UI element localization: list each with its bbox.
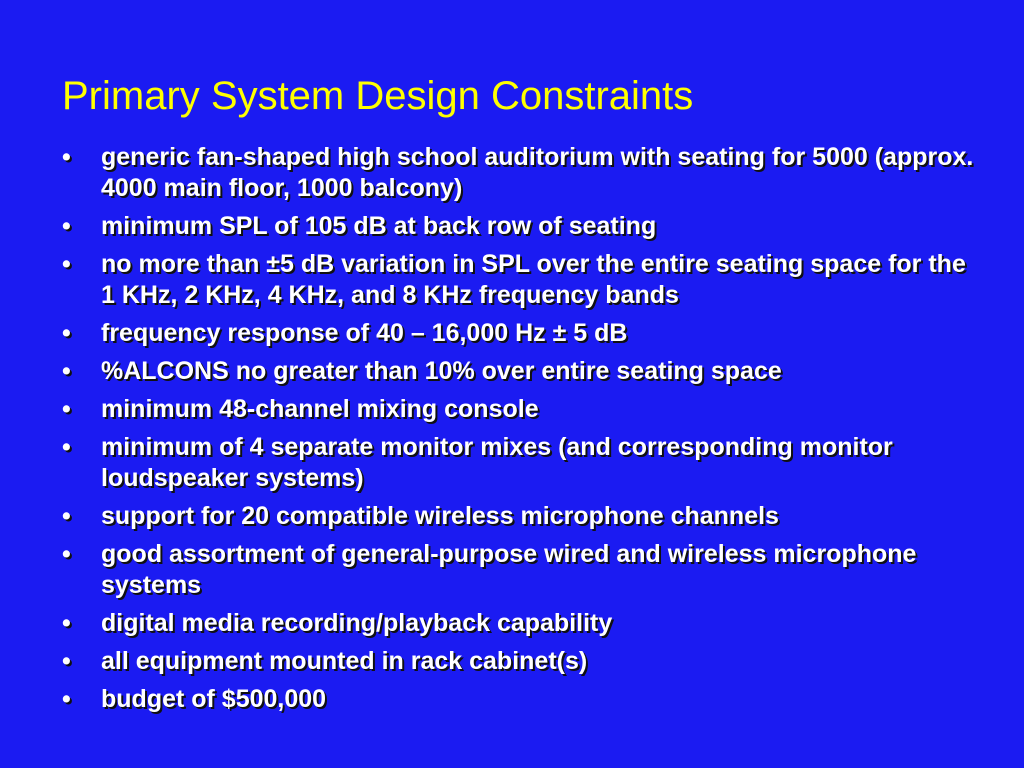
bullet-marker: •	[62, 609, 71, 637]
bullet-marker: •	[62, 212, 71, 240]
bullet-marker: •	[62, 357, 71, 385]
bullet-text: frequency response of 40 – 16,000 Hz ± 5 dB	[101, 319, 628, 347]
bullet-item	[62, 249, 982, 311]
bullet-item	[62, 684, 982, 715]
bullet-marker: •	[62, 143, 71, 171]
bullet-text: minimum of 4 separate monitor mixes (and corresponding monitor loudspeaker systems)	[101, 433, 893, 492]
bullet-item	[62, 142, 982, 204]
bullet-marker: •	[62, 685, 71, 713]
bullet-item	[62, 432, 982, 494]
bullet-text: minimum SPL of 105 dB at back row of seating	[101, 212, 657, 240]
bullet-item	[62, 356, 982, 387]
bullet-text: %ALCONS no greater than 10% over entire seating space	[101, 357, 782, 385]
bullet-text: minimum 48-channel mixing console	[101, 395, 539, 423]
bullet-marker: •	[62, 395, 71, 423]
bullet-marker: •	[62, 250, 71, 278]
bullet-marker: •	[62, 319, 71, 347]
bullet-text: generic fan-shaped high school auditorium with seating for 5000 (approx. 4000 main floor, 1000 balcony)	[101, 143, 974, 202]
bullet-text: budget of $500,000	[101, 685, 327, 713]
bullet-text: support for 20 compatible wireless microphone channels	[101, 502, 779, 530]
bullet-item	[62, 646, 982, 677]
bullet-text: digital media recording/playback capability	[101, 609, 613, 637]
bullet-marker: •	[62, 502, 71, 530]
bullet-marker: •	[62, 433, 71, 461]
bullet-list	[62, 142, 982, 722]
bullet-marker: •	[62, 540, 71, 568]
bullet-item	[62, 211, 982, 242]
bullet-item	[62, 394, 982, 425]
bullet-item	[62, 608, 982, 639]
slide-title: Primary System Design Constraints	[62, 74, 694, 118]
bullet-marker: •	[62, 647, 71, 675]
bullet-text: good assortment of general-purpose wired and wireless microphone systems	[101, 540, 917, 599]
bullet-text: no more than ±5 dB variation in SPL over the entire seating space for the 1 KHz, 2 KHz, 4 KHz, and 8 KHz frequency bands	[101, 250, 966, 309]
bullet-item	[62, 318, 982, 349]
bullet-item	[62, 501, 982, 532]
bullet-text: all equipment mounted in rack cabinet(s)	[101, 647, 588, 675]
bullet-item	[62, 539, 982, 601]
